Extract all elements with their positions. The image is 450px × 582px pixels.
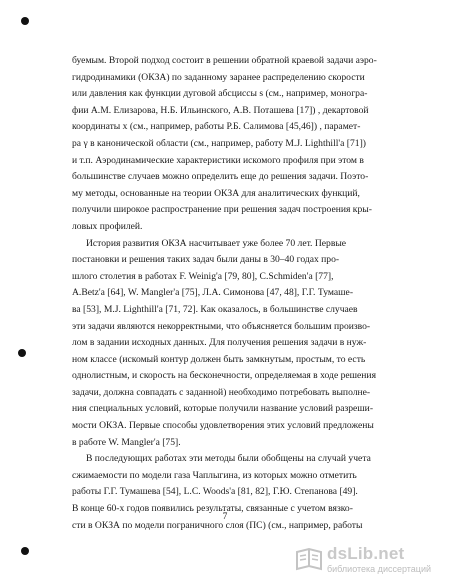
binding-hole-top	[21, 17, 29, 25]
paragraph	[72, 236, 384, 452]
text-line: и т.п. Аэродинамические характеристики искомого профиля при этом в	[72, 154, 364, 166]
text-line: лом в задании исходных данных. Для получения решения задачи в нуж-	[72, 337, 367, 349]
text-line: ра γ в канонической области (см., например, работу M.J. Lighthill'a [71])	[72, 137, 366, 149]
text-line: задачи, должна совпадать с заданной) необходимо потребовать выполне-	[72, 386, 371, 398]
paragraph	[72, 53, 384, 236]
text-line: мости ОКЗА. Первые способы удовлетворения этих условий предложены	[72, 420, 374, 432]
text-line: ва [53], M.J. Lighthill'a [71, 72]. Как оказалось, в большинстве случаев	[72, 303, 358, 315]
watermark-subtitle: библиотека диссертаций	[327, 564, 432, 574]
watermark-title: dsLib.net	[327, 544, 405, 563]
text-line: однолистным, и скорость на бесконечности, определяемая в ходе решения	[72, 370, 376, 382]
text-line: му методы, основанные на теории ОКЗА для аналитических функций,	[72, 187, 360, 199]
text-line: ном классе (искомый контур должен быть замкнутым, простым, то есть	[72, 353, 366, 365]
text-line: или давления как функции дуговой абсциссы s (см., например, моногра-	[72, 88, 368, 100]
text-line: сти в ОКЗА по модели пограничного слоя (ПС) (см., например, работы	[72, 519, 363, 531]
binding-hole-middle	[18, 349, 26, 357]
watermark	[294, 542, 444, 578]
book-logo-icon	[294, 544, 324, 574]
text-line: История развития ОКЗА насчитывает уже более 70 лет. Первые	[86, 237, 347, 249]
text-line: эти задачи являются некорректными, что объясняется большим произво-	[72, 320, 371, 332]
text-line: работы Г.Г. Тумашева [54], L.C. Woods'a [81, 82], Г.Ю. Степанова [49].	[72, 486, 358, 498]
binding-hole-bottom	[21, 547, 29, 555]
text-line: в работе W. Mangler'a [75].	[72, 436, 181, 448]
text-line: большинстве случаев можно определить еще до решения задачи. Поэто-	[72, 171, 369, 183]
text-line: координаты x (см., например, работы Р.Б. Салимова [45,46]) , парамет-	[72, 121, 361, 133]
text-line: ловых профилей.	[72, 220, 143, 232]
text-line: В конце 60-х годов появились результаты, связанные с учетом вязко-	[72, 503, 353, 515]
text-line: постановки и решения таких задач были даны в 30–40 годах про-	[72, 254, 340, 266]
text-line: получили широкое распространение при решения задач построения кры-	[72, 204, 372, 216]
text-line: гидродинамики (ОКЗА) по заданному заранее распределению скорости	[72, 71, 365, 83]
text-line: A.Betz'a [64], W. Mangler'a [75], Л.А. Симонова [47, 48], Г.Г. Тумаше-	[72, 287, 354, 299]
text-line: буемым. Второй подход состоит в решении обратной краевой задачи аэро-	[72, 55, 377, 66]
body-text	[72, 53, 384, 534]
text-line: ния специальных условий, которые получили название условий разреши-	[72, 403, 374, 415]
page-number: 7	[222, 512, 228, 522]
text-line: фии А.М. Елизарова, Н.Б. Ильинского, А.В. Поташева [17]) , декартовой	[72, 104, 369, 116]
text-line: сжимаемости по модели газа Чаплыгина, из которых можно отметить	[72, 469, 357, 481]
text-line: шлого столетия в работах F. Weinig'a [79, 80], C.Schmiden'a [77],	[72, 270, 334, 282]
text-line: В последующих работах эти методы были обобщены на случай учета	[86, 453, 371, 465]
